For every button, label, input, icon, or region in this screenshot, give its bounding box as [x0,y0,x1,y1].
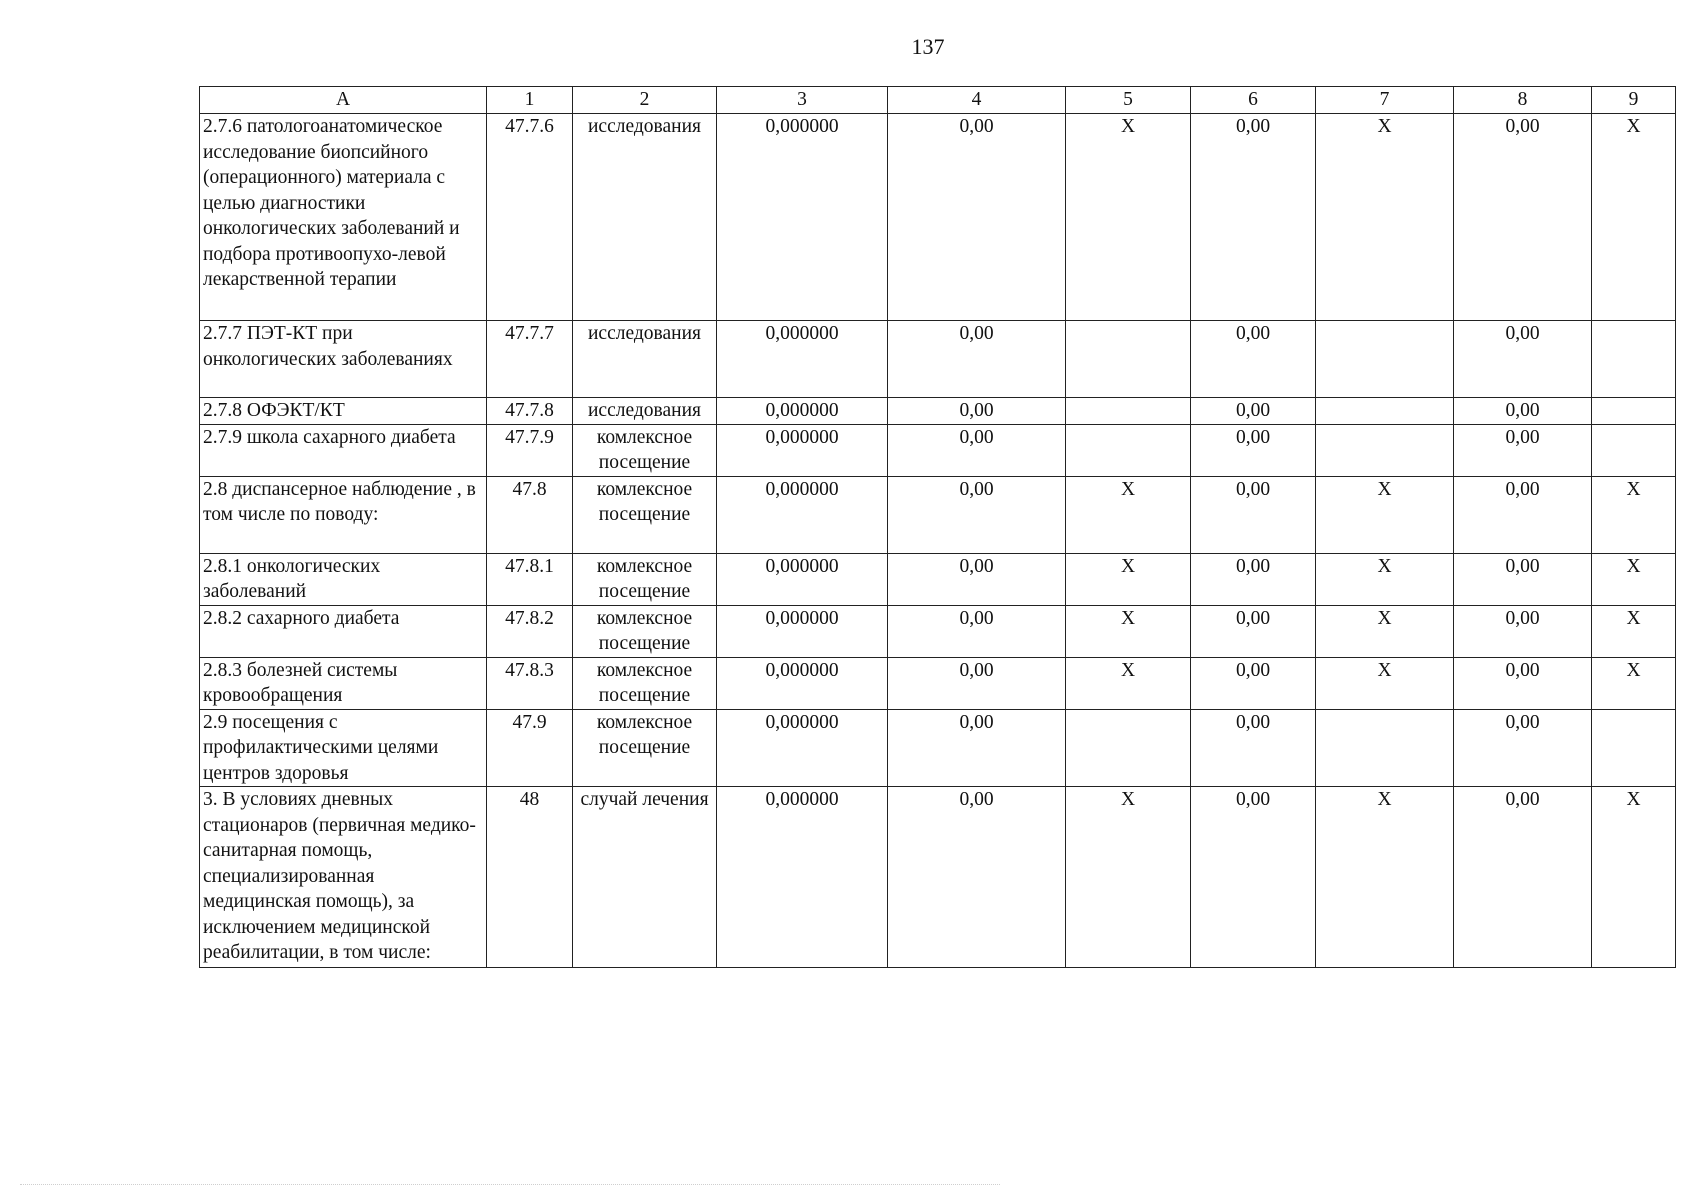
table-cell-c5: Х [1066,605,1191,657]
table-cell-c7: Х [1316,476,1454,553]
table-cell-c4: 0,00 [888,709,1066,787]
column-header-5: 5 [1066,87,1191,114]
table-row [200,424,1676,476]
table-cell-c3: 0,000000 [717,321,888,398]
table-cell-c5: Х [1066,787,1191,968]
column-header-a: А [200,87,487,114]
column-header-1: 1 [487,87,573,114]
table-cell-c3: 0,000000 [717,709,888,787]
column-header-9: 9 [1592,87,1676,114]
table-cell-c8: 0,00 [1454,476,1592,553]
column-header-7: 7 [1316,87,1454,114]
row-name-cell: 2.7.8 ОФЭКТ/КТ [200,398,487,425]
table-cell-c3: 0,000000 [717,657,888,709]
table-cell-c7: Х [1316,787,1454,968]
table-cell-unit: комлексное посещение [573,605,717,657]
table-row [200,321,1676,398]
table-cell-c9 [1592,398,1676,425]
table-cell-c7 [1316,398,1454,425]
table-cell-c4: 0,00 [888,657,1066,709]
table-row [200,114,1676,321]
row-name-cell: 2.7.7 ПЭТ-КТ при онкологических заболеваниях [200,321,487,398]
column-header-2: 2 [573,87,717,114]
table-cell-c3: 0,000000 [717,787,888,968]
table-cell-c8: 0,00 [1454,424,1592,476]
table-cell-c6: 0,00 [1191,605,1316,657]
table-row [200,657,1676,709]
column-header-6: 6 [1191,87,1316,114]
table-cell-c7: Х [1316,657,1454,709]
table-cell-c5 [1066,424,1191,476]
table-cell-c6: 0,00 [1191,657,1316,709]
table-cell-c5 [1066,398,1191,425]
table-cell-unit: исследования [573,114,717,321]
column-header-4: 4 [888,87,1066,114]
row-name-cell: 2.7.9 школа сахарного диабета [200,424,487,476]
table-cell-c7: Х [1316,605,1454,657]
table-cell-unit: случай лечения [573,787,717,968]
row-name-cell: 2.8.1 онкологических заболеваний [200,553,487,605]
table-cell-unit: комлексное посещение [573,657,717,709]
table-cell-code: 48 [487,787,573,968]
table-cell-c7 [1316,321,1454,398]
table-row [200,605,1676,657]
table-cell-c4: 0,00 [888,424,1066,476]
table-row [200,709,1676,787]
table-cell-code: 47.9 [487,709,573,787]
table-cell-unit: исследования [573,321,717,398]
table-cell-c3: 0,000000 [717,398,888,425]
table-cell-c7: Х [1316,114,1454,321]
table-cell-c9: Х [1592,476,1676,553]
table-cell-c5: Х [1066,114,1191,321]
table-cell-code: 47.7.6 [487,114,573,321]
table-cell-c6: 0,00 [1191,321,1316,398]
table-cell-c4: 0,00 [888,114,1066,321]
table-cell-c8: 0,00 [1454,553,1592,605]
table-cell-c9 [1592,321,1676,398]
row-name-cell: 3. В условиях дневных стационаров (первичная медико-санитарная помощь, специализированная медицинская помощь), за исключением медицинской реабилитации, в том числе: [200,787,487,968]
table-cell-unit: комлексное посещение [573,424,717,476]
table-cell-unit: комлексное посещение [573,476,717,553]
table-cell-c8: 0,00 [1454,605,1592,657]
table-cell-c5 [1066,321,1191,398]
table-cell-c5: Х [1066,657,1191,709]
table-cell-c7 [1316,424,1454,476]
row-name-cell: 2.8.2 сахарного диабета [200,605,487,657]
table-cell-c9 [1592,424,1676,476]
table-cell-c7: Х [1316,553,1454,605]
table-cell-c4: 0,00 [888,553,1066,605]
row-name-cell: 2.7.6 патологоанатомическое исследование биопсийного (операционного) материала с целью диагностики онкологических заболеваний и подбора противоопухо-левой лекарственной терапии [200,114,487,321]
table-cell-c8: 0,00 [1454,114,1592,321]
table-cell-unit: комлексное посещение [573,553,717,605]
table-cell-code: 47.7.8 [487,398,573,425]
table-cell-code: 47.7.9 [487,424,573,476]
table-cell-c5 [1066,709,1191,787]
column-header-3: 3 [717,87,888,114]
table-cell-c4: 0,00 [888,398,1066,425]
row-name-cell: 2.8.3 болезней системы кровообращения [200,657,487,709]
table-cell-c9: Х [1592,657,1676,709]
table-cell-c8: 0,00 [1454,657,1592,709]
column-header-8: 8 [1454,87,1592,114]
table-cell-c6: 0,00 [1191,398,1316,425]
table-cell-c8: 0,00 [1454,398,1592,425]
table-cell-code: 47.8.3 [487,657,573,709]
table-cell-c9: Х [1592,787,1676,968]
table-cell-c6: 0,00 [1191,424,1316,476]
table-cell-c3: 0,000000 [717,476,888,553]
page-number: 137 [911,34,945,59]
table-row [200,553,1676,605]
table-cell-c4: 0,00 [888,321,1066,398]
table-row [200,398,1676,425]
table-cell-c9: Х [1592,114,1676,321]
table-cell-c3: 0,000000 [717,424,888,476]
table-cell-unit: комлексное посещение [573,709,717,787]
table-cell-code: 47.7.7 [487,321,573,398]
table-cell-c4: 0,00 [888,476,1066,553]
table-cell-c5: Х [1066,476,1191,553]
table-cell-c6: 0,00 [1191,787,1316,968]
table-cell-code: 47.8.1 [487,553,573,605]
table-cell-c6: 0,00 [1191,114,1316,321]
table-cell-c8: 0,00 [1454,321,1592,398]
data-table [199,86,1676,968]
table-cell-c7 [1316,709,1454,787]
table-cell-c3: 0,000000 [717,114,888,321]
table-cell-c5: Х [1066,553,1191,605]
table-cell-c9 [1592,709,1676,787]
table-cell-c4: 0,00 [888,605,1066,657]
table-cell-c3: 0,000000 [717,605,888,657]
table-cell-c3: 0,000000 [717,553,888,605]
table-cell-c6: 0,00 [1191,709,1316,787]
table-cell-code: 47.8.2 [487,605,573,657]
row-name-cell: 2.8 диспансерное наблюдение , в том числе по поводу: [200,476,487,553]
table-cell-c6: 0,00 [1191,553,1316,605]
table-cell-c4: 0,00 [888,787,1066,968]
table-row [200,787,1676,968]
table-cell-unit: исследования [573,398,717,425]
table-cell-code: 47.8 [487,476,573,553]
table-cell-c9: Х [1592,553,1676,605]
footer-scan-line [20,1184,1000,1185]
table-cell-c6: 0,00 [1191,476,1316,553]
table-cell-c8: 0,00 [1454,787,1592,968]
table-header-row [200,87,1676,114]
row-name-cell: 2.9 посещения с профилактическими целями центров здоровья [200,709,487,787]
table-row [200,476,1676,553]
table-cell-c8: 0,00 [1454,709,1592,787]
table-cell-c9: Х [1592,605,1676,657]
